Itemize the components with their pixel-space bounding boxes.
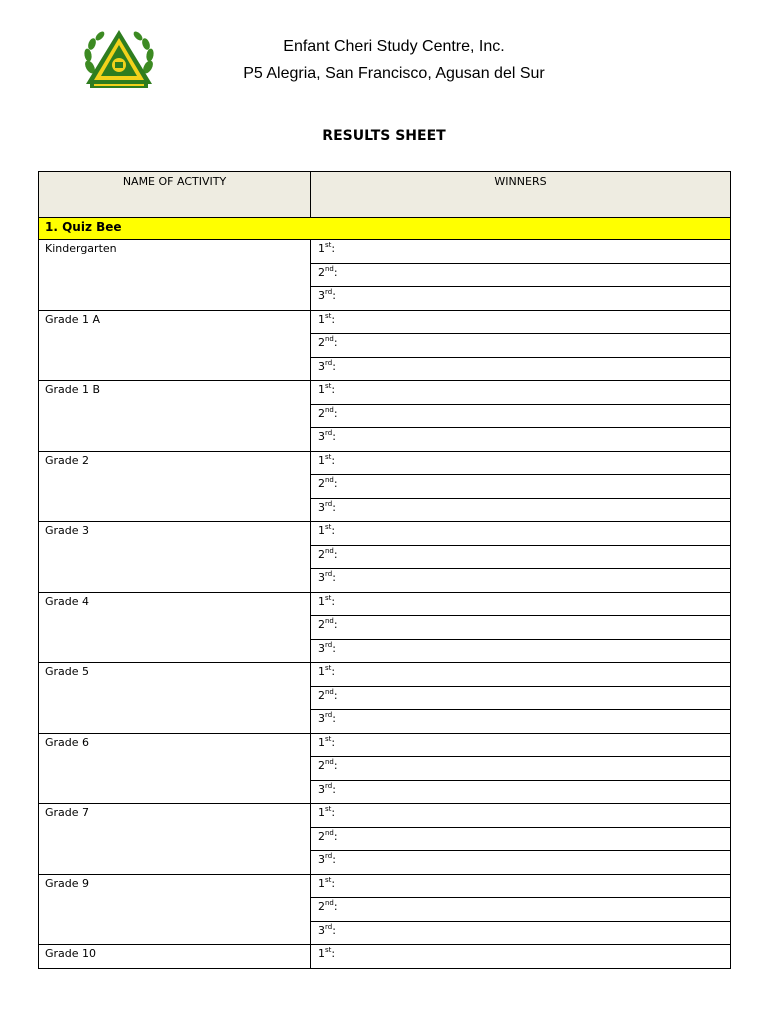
- grade-label: Grade 1 A: [39, 310, 311, 381]
- winner-place-field[interactable]: 2nd:: [311, 545, 731, 569]
- winner-place-field[interactable]: 2nd:: [311, 263, 731, 287]
- winner-place-field[interactable]: 1st:: [311, 381, 731, 405]
- winner-place-field[interactable]: 2nd:: [311, 757, 731, 781]
- table-row: [39, 522, 731, 546]
- table-row: [39, 310, 731, 334]
- winner-place-field[interactable]: 3rd:: [311, 710, 731, 734]
- grade-label: Grade 7: [39, 804, 311, 875]
- table-row: [39, 874, 731, 898]
- organization-address: P5 Alegria, San Francisco, Agusan del Sur: [243, 65, 545, 82]
- winner-place-field[interactable]: 2nd:: [311, 334, 731, 358]
- winner-place-field[interactable]: 3rd:: [311, 921, 731, 945]
- table-row: [39, 663, 731, 687]
- winner-place-field[interactable]: 2nd:: [311, 827, 731, 851]
- winner-place-field[interactable]: 3rd:: [311, 639, 731, 663]
- grade-label: Grade 1 B: [39, 381, 311, 452]
- grade-label: Kindergarten: [39, 240, 311, 311]
- grade-label: Grade 5: [39, 663, 311, 734]
- winner-place-field[interactable]: 3rd:: [311, 428, 731, 452]
- winner-place-field[interactable]: 1st:: [311, 945, 731, 969]
- table-row: [39, 804, 731, 828]
- results-table: [38, 171, 731, 969]
- grade-label: Grade 3: [39, 522, 311, 593]
- winner-place-field[interactable]: 1st:: [311, 592, 731, 616]
- winner-place-field[interactable]: 1st:: [311, 451, 731, 475]
- winner-place-field[interactable]: 1st:: [311, 804, 731, 828]
- winner-place-field[interactable]: 2nd:: [311, 686, 731, 710]
- winner-place-field[interactable]: 3rd:: [311, 357, 731, 381]
- winner-place-field[interactable]: 2nd:: [311, 898, 731, 922]
- winner-place-field[interactable]: 1st:: [311, 522, 731, 546]
- grade-label: Grade 10: [39, 945, 311, 969]
- grade-label: Grade 2: [39, 451, 311, 522]
- winner-place-field[interactable]: 2nd:: [311, 404, 731, 428]
- grade-label: Grade 6: [39, 733, 311, 804]
- winner-place-field[interactable]: 3rd:: [311, 851, 731, 875]
- winner-place-field[interactable]: 3rd:: [311, 498, 731, 522]
- winner-place-field[interactable]: 1st:: [311, 874, 731, 898]
- winner-place-field[interactable]: 3rd:: [311, 780, 731, 804]
- table-row: [39, 592, 731, 616]
- winner-place-field[interactable]: 1st:: [311, 733, 731, 757]
- table-row: [39, 945, 731, 969]
- column-header-activity: NAME OF ACTIVITY: [39, 172, 311, 218]
- winner-place-field[interactable]: 2nd:: [311, 475, 731, 499]
- column-header-winners: WINNERS: [311, 172, 731, 218]
- table-row: [39, 381, 731, 405]
- winner-place-field[interactable]: 1st:: [311, 663, 731, 687]
- organization-name: Enfant Cheri Study Centre, Inc.: [283, 38, 505, 55]
- table-row: [39, 240, 731, 264]
- winner-place-field[interactable]: 3rd:: [311, 569, 731, 593]
- grade-label: Grade 9: [39, 874, 311, 945]
- winner-place-field[interactable]: 3rd:: [311, 287, 731, 311]
- winner-place-field[interactable]: 1st:: [311, 240, 731, 264]
- grade-label: Grade 4: [39, 592, 311, 663]
- winner-place-field[interactable]: 2nd:: [311, 616, 731, 640]
- section-heading: 1. Quiz Bee: [39, 218, 731, 240]
- table-row: [39, 733, 731, 757]
- winner-place-field[interactable]: 1st:: [311, 310, 731, 334]
- page-title: RESULTS SHEET: [322, 128, 446, 144]
- table-row: [39, 451, 731, 475]
